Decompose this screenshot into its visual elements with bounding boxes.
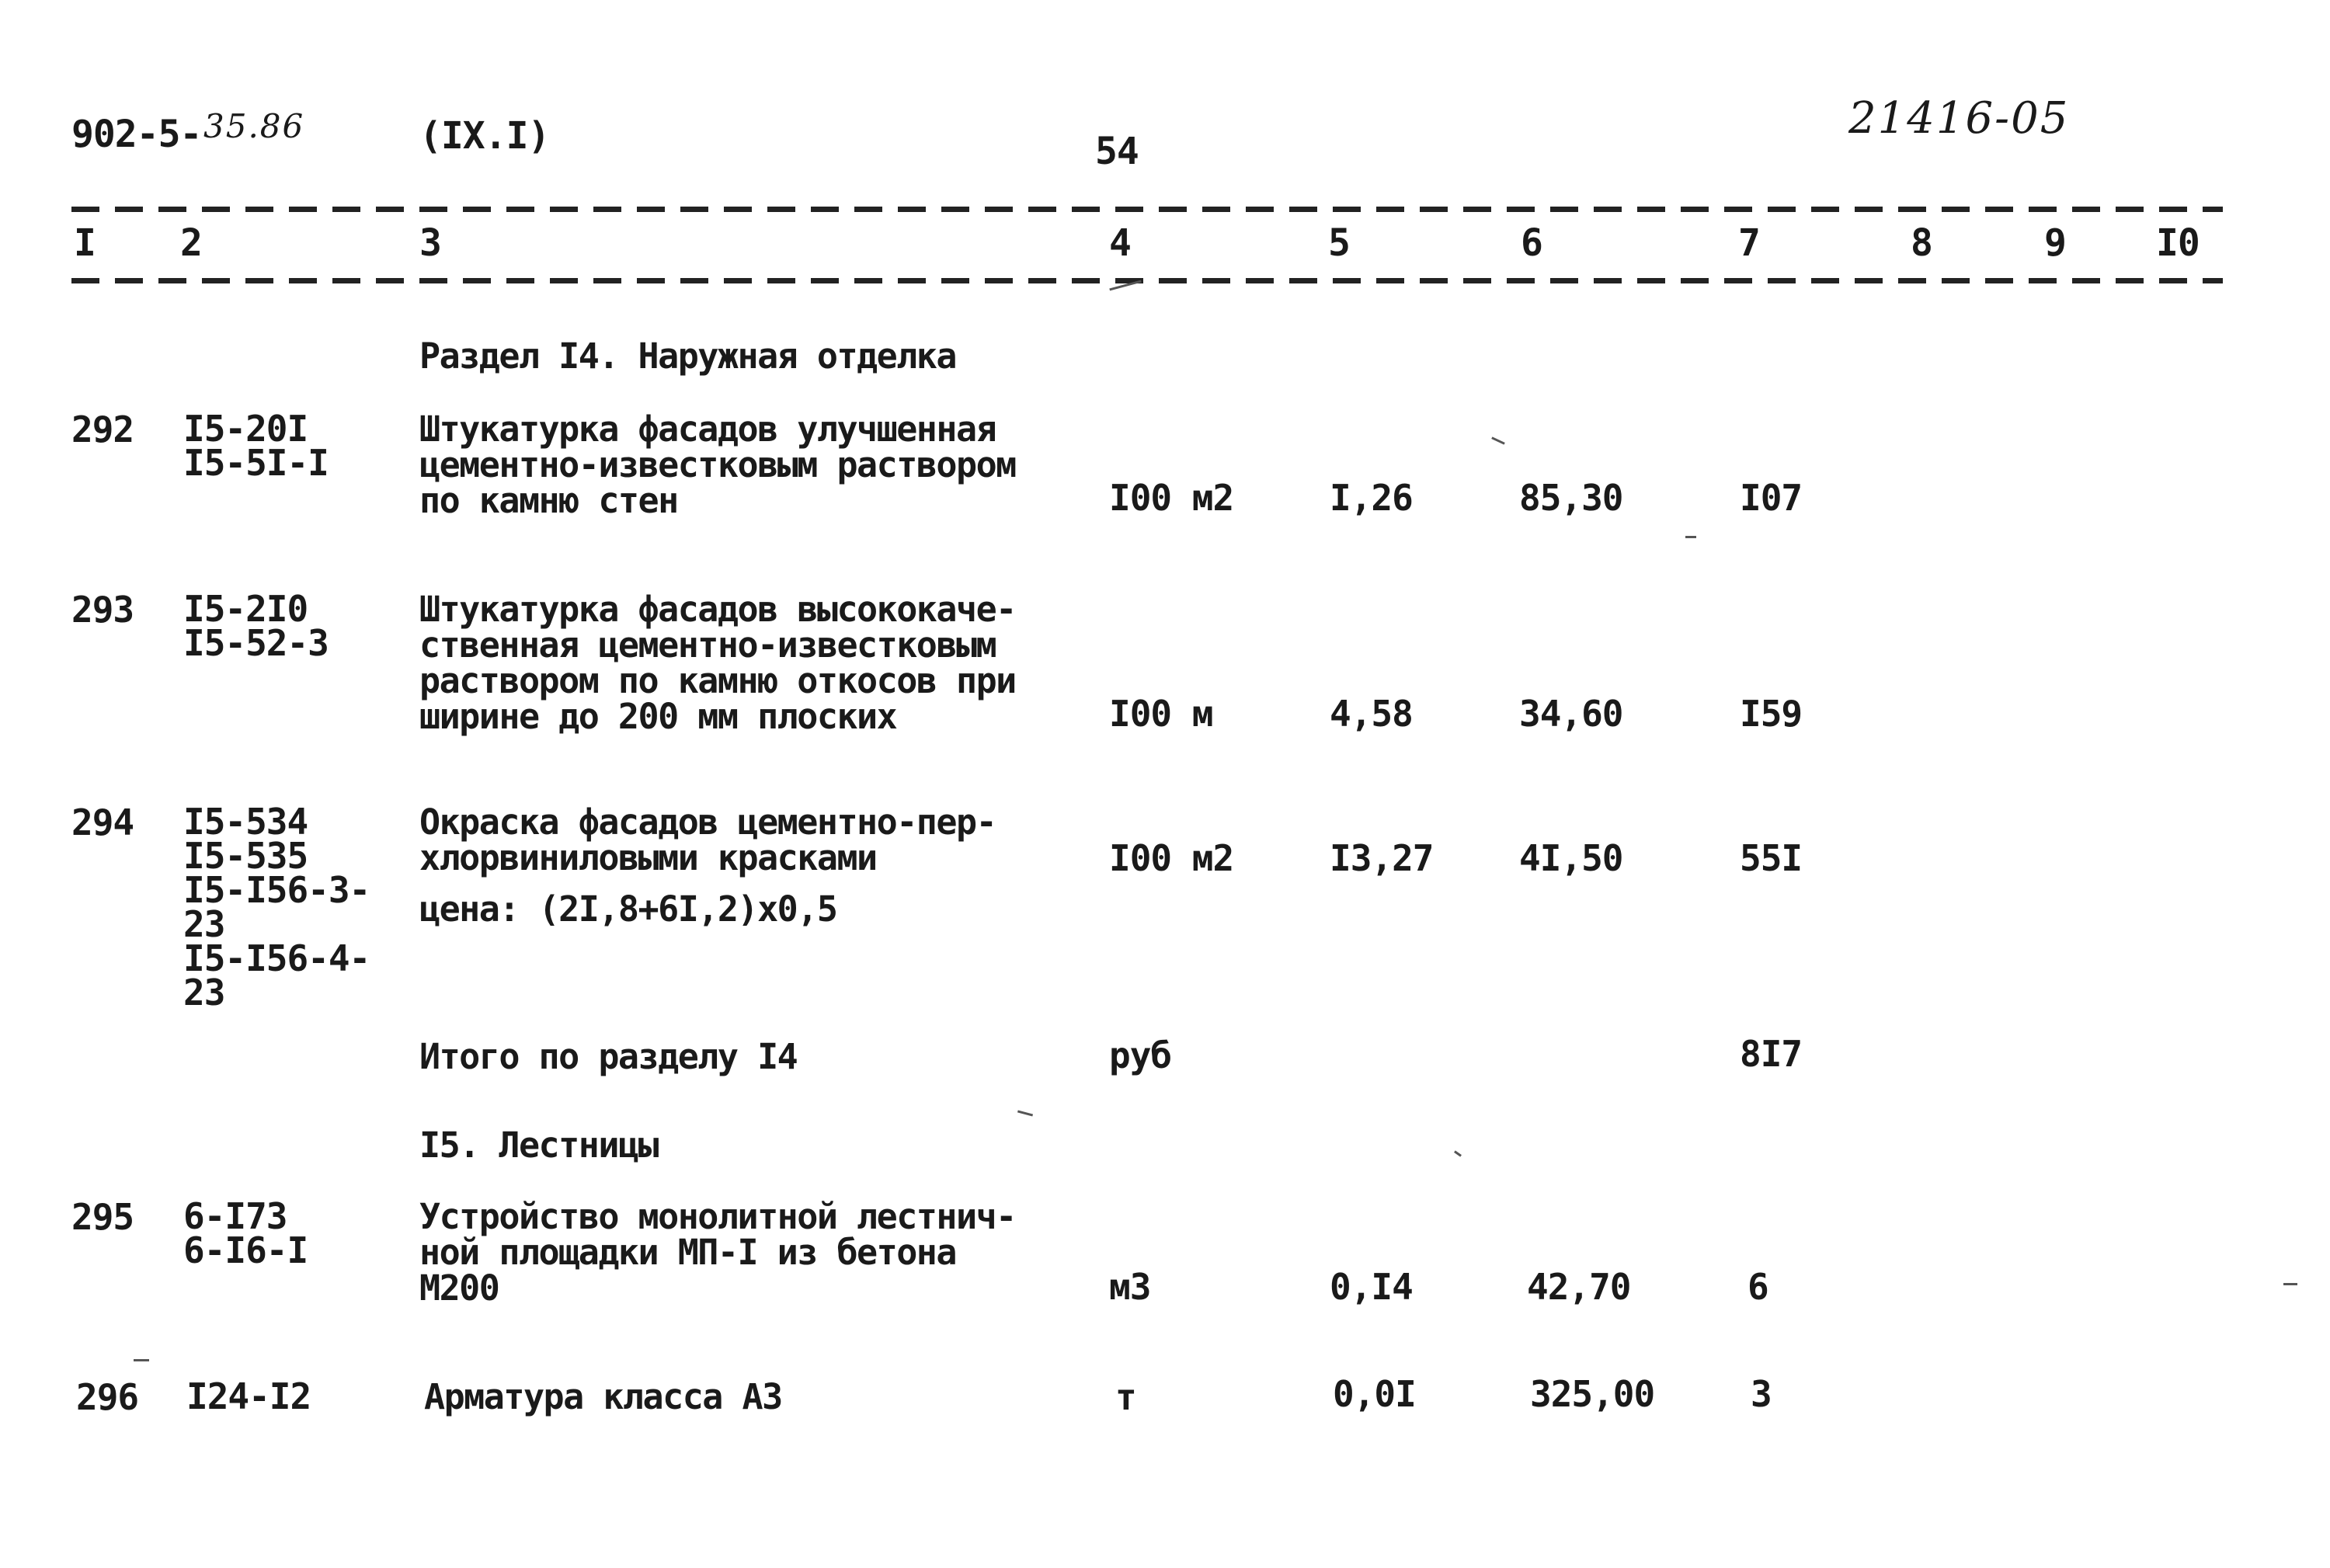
section-title-14: Раздел I4. Наружная отделка — [419, 336, 956, 377]
row-unit-price: 34,60 — [1519, 693, 1623, 735]
row-number: 294 — [71, 801, 134, 843]
row-code: I5-I56-4- — [183, 937, 370, 979]
row-code: I5-2I0 — [183, 588, 308, 630]
row-code: I5-20I — [183, 408, 308, 450]
row-number: 295 — [71, 1196, 134, 1238]
column-header-6: 6 — [1521, 221, 1542, 265]
column-header-7: 7 — [1738, 221, 1760, 265]
row-total: 6 — [1748, 1266, 1768, 1308]
section-total-value: 8I7 — [1740, 1033, 1803, 1075]
section-total-label: Итого по разделу I4 — [419, 1036, 798, 1077]
doc-code-handwritten: 35.86 — [203, 107, 305, 145]
row-description-line: Штукатурка фасадов высококаче- — [419, 589, 1016, 630]
section-total-unit: руб — [1109, 1034, 1172, 1076]
row-description-line: цементно-известковым раствором — [419, 444, 1016, 485]
row-total: I59 — [1740, 693, 1803, 735]
row-code: 23 — [183, 903, 225, 945]
column-header-4: 4 — [1109, 221, 1131, 265]
row-code: I24-I2 — [186, 1375, 311, 1417]
row-description-line: Штукатурка фасадов улучшенная — [419, 409, 996, 450]
row-unit-price: 325,00 — [1530, 1373, 1655, 1415]
scan-mark — [1454, 1150, 1462, 1156]
scan-mark — [1491, 436, 1505, 444]
row-code: I5-I56-3- — [183, 869, 370, 911]
row-quantity: 0,I4 — [1330, 1266, 1413, 1308]
row-description-line: М200 — [419, 1267, 499, 1309]
row-total: I07 — [1740, 477, 1803, 519]
column-header-3: 3 — [419, 221, 441, 265]
row-description-line: ширине до 200 мм плоских — [419, 696, 897, 737]
row-quantity: I3,27 — [1330, 837, 1434, 879]
row-total: 55I — [1740, 837, 1803, 879]
scan-mark — [134, 1359, 149, 1361]
row-description-line: хлорвиниловыми красками — [419, 837, 877, 878]
row-description-line: Устройство монолитной лестнич- — [419, 1196, 1016, 1237]
header-top-rule — [71, 207, 2223, 212]
row-description-line: раствором по камню откосов при — [419, 660, 1016, 701]
row-code: I5-52-3 — [183, 622, 329, 664]
row-price-note: цена: (2I,8+6I,2)х0,5 — [419, 888, 837, 930]
row-code: 6-I73 — [183, 1195, 287, 1237]
row-description-line: ной площадки МП-I из бетона — [419, 1232, 956, 1273]
archive-number: 21416-05 — [1848, 93, 2070, 144]
row-unit-price: 85,30 — [1519, 477, 1623, 519]
row-unit: т — [1115, 1376, 1136, 1418]
row-description-line: Окраска фасадов цементно-пер- — [419, 801, 996, 843]
row-description-line: по камню стен — [419, 480, 678, 521]
scan-mark — [2283, 1283, 2297, 1285]
scan-mark — [1017, 1110, 1033, 1116]
row-number: 293 — [71, 589, 134, 631]
row-unit: I00 м2 — [1109, 837, 1234, 879]
section-title-15: I5. Лестницы — [419, 1125, 659, 1166]
row-unit: I00 м2 — [1109, 477, 1234, 519]
row-quantity: 0,0I — [1333, 1373, 1416, 1415]
row-code: I5-535 — [183, 835, 308, 877]
row-code: 23 — [183, 972, 225, 1013]
row-unit-price: 4I,50 — [1519, 837, 1623, 879]
row-unit-price: 42,70 — [1527, 1266, 1631, 1308]
row-code: I5-5I-I — [183, 442, 329, 484]
column-header-9: 9 — [2044, 221, 2066, 265]
column-header-5: 5 — [1328, 221, 1350, 265]
column-header-10: I0 — [2156, 221, 2200, 265]
row-code: 6-I6-I — [183, 1229, 308, 1271]
column-header-1: I — [74, 221, 96, 265]
row-description-line: ственная цементно-известковым — [419, 624, 996, 666]
row-quantity: I,26 — [1330, 477, 1413, 519]
row-total: 3 — [1751, 1373, 1772, 1415]
doc-reference: (IX.I) — [419, 114, 550, 158]
row-unit: м3 — [1109, 1266, 1151, 1308]
row-unit: I00 м — [1109, 693, 1213, 735]
scan-mark — [1685, 536, 1696, 538]
column-header-2: 2 — [180, 221, 202, 265]
row-number: 292 — [71, 409, 134, 450]
page-number: 54 — [1095, 130, 1139, 173]
row-description-line: Арматура класса А3 — [424, 1376, 782, 1417]
header-bottom-rule — [71, 278, 2223, 283]
row-quantity: 4,58 — [1330, 693, 1413, 735]
row-number: 296 — [76, 1376, 139, 1418]
doc-code-printed: 902-5- — [71, 113, 202, 156]
row-code: I5-534 — [183, 801, 308, 843]
column-header-8: 8 — [1911, 221, 1932, 265]
